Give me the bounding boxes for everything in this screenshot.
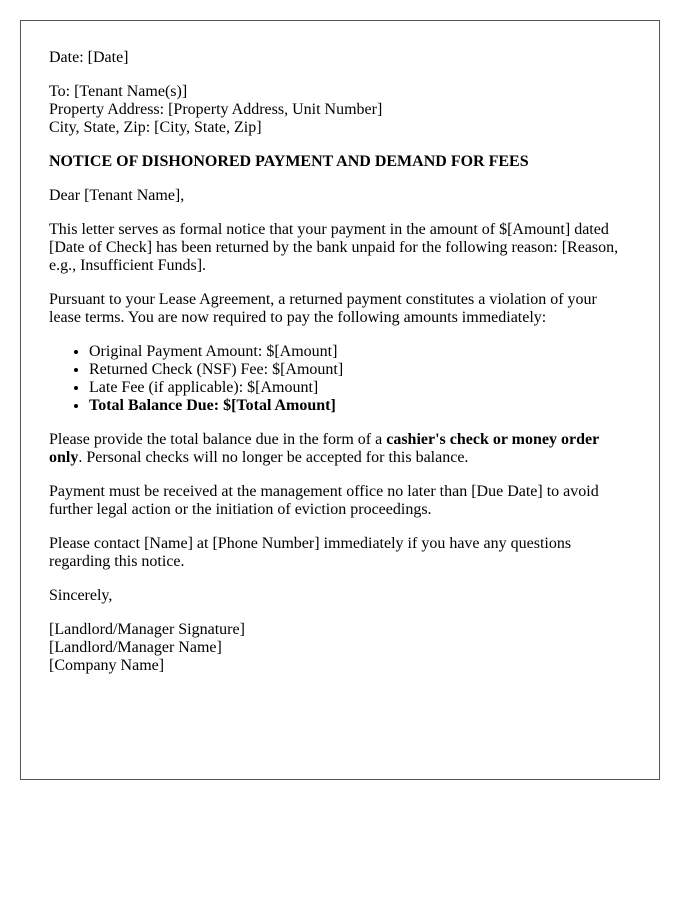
company-name-line: [Company Name] xyxy=(49,657,165,674)
signature-line: [Landlord/Manager Signature] xyxy=(49,621,245,638)
amounts-list xyxy=(49,343,631,415)
recipient-property-line: Property Address: [Property Address, Unit Number] xyxy=(49,101,383,118)
payment-form-emphasis: cashier's check or money order only xyxy=(49,431,599,466)
paragraph-payment-form xyxy=(49,431,631,467)
paragraph-returned-payment: This letter serves as formal notice that your payment in the amount of $[Amount] dated [Date of Check] has been returned by the bank unpaid for the following reason: [Reason, e.g., Insufficient Funds]. xyxy=(49,221,619,274)
date-line: Date: [Date] xyxy=(49,49,129,66)
closing: Sincerely, xyxy=(49,587,113,604)
paragraph-lease-violation: Pursuant to your Lease Agreement, a returned payment constitutes a violation of your lease terms. You are now required to pay the following amounts immediately: xyxy=(49,291,597,326)
salutation: Dear [Tenant Name], xyxy=(49,187,185,204)
signature-block xyxy=(49,621,631,675)
amount-item-nsf-fee: • Returned Check (NSF) Fee: $[Amount] xyxy=(89,361,631,379)
payment-form-text-before: Please provide the total balance due in the form of a xyxy=(49,431,387,448)
paragraph-contact: Please contact [Name] at [Phone Number] immediately if you have any questions regarding this notice. xyxy=(49,535,572,570)
amount-item-total: • Total Balance Due: $[Total Amount] xyxy=(89,397,631,415)
letter-document xyxy=(20,20,660,780)
recipient-to-line: To: [Tenant Name(s)] xyxy=(49,83,188,100)
letter-subject: NOTICE OF DISHONORED PAYMENT AND DEMAND FOR FEES xyxy=(49,153,529,170)
payment-form-text-after: . Personal checks will no longer be accepted for this balance. xyxy=(78,449,469,466)
paragraph-deadline: Payment must be received at the management office no later than [Due Date] to avoid further legal action or the initiation of eviction proceedings. xyxy=(49,483,599,518)
amount-item-original: • Original Payment Amount: $[Amount] xyxy=(89,343,631,361)
recipient-block xyxy=(49,83,631,137)
recipient-city-line: City, State, Zip: [City, State, Zip] xyxy=(49,119,262,136)
amount-item-late-fee: • Late Fee (if applicable): $[Amount] xyxy=(89,379,631,397)
signer-name-line: [Landlord/Manager Name] xyxy=(49,639,222,656)
